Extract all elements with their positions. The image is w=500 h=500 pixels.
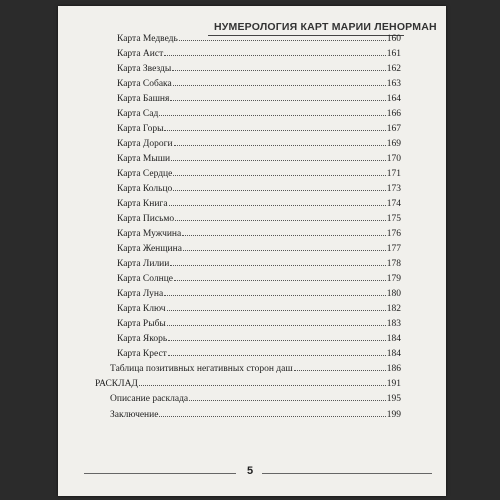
toc-leader — [294, 369, 386, 371]
toc-entry-title: Карта Медведь — [117, 34, 178, 44]
toc-entry-title: Карта Звезды — [117, 64, 172, 74]
toc-entry — [110, 390, 401, 404]
toc-entry-title: Карта Собака — [117, 79, 172, 89]
toc-entry-page: 199 — [386, 410, 401, 420]
toc-entry — [117, 300, 401, 314]
toc-entry-page: 161 — [386, 49, 401, 59]
toc-leader — [173, 84, 386, 86]
toc-entry-page: 184 — [386, 334, 401, 344]
toc-entry — [110, 360, 401, 374]
toc-entry — [117, 315, 401, 329]
toc-leader — [167, 309, 386, 311]
toc-leader — [169, 204, 386, 206]
toc-entry-title: Карта Книга — [117, 199, 168, 209]
toc-entry-title: Карта Якорь — [117, 334, 168, 344]
toc-entry-page: 183 — [386, 319, 401, 329]
toc-entry-page: 182 — [386, 304, 401, 314]
toc-entry — [117, 135, 401, 149]
toc-leader — [172, 69, 386, 71]
toc-entry — [117, 45, 401, 59]
toc-entry-page: 191 — [386, 379, 401, 389]
toc-entry-page: 195 — [386, 394, 401, 404]
toc-leader — [174, 144, 386, 146]
toc-entry — [117, 330, 401, 344]
toc-leader — [170, 264, 385, 266]
toc-entry — [117, 90, 401, 104]
toc-leader — [167, 324, 386, 326]
toc-entry-page: 178 — [386, 259, 401, 269]
footer-rule-right — [262, 473, 432, 474]
toc-leader — [179, 39, 386, 41]
toc-entry — [117, 210, 401, 224]
toc-entry-page: 173 — [386, 184, 401, 194]
toc-leader — [175, 219, 386, 221]
toc-entry-page: 170 — [386, 154, 401, 164]
toc-leader — [173, 189, 385, 191]
toc-entry — [117, 255, 401, 269]
page-footer — [0, 465, 500, 481]
toc-leader — [159, 415, 385, 417]
running-header-title: НУМЕРОЛОГИЯ КАРТ МАРИИ ЛЕНОРМАН — [214, 21, 437, 33]
toc-entry-title: Карта Мужчина — [117, 229, 182, 239]
toc-entry-title: Таблица позитивных негативных сторон даш — [110, 364, 293, 374]
toc-entry — [117, 105, 401, 119]
toc-entry-page: 164 — [386, 94, 401, 104]
toc-entry-title: Карта Лилии — [117, 259, 170, 269]
toc-entry-page: 162 — [386, 64, 401, 74]
toc-leader — [171, 159, 386, 161]
toc-entry — [117, 75, 401, 89]
toc-leader — [170, 99, 385, 101]
toc-entry — [117, 180, 401, 194]
toc-entry-title: Карта Кольцо — [117, 184, 173, 194]
toc-entry-page: 176 — [386, 229, 401, 239]
toc-entry-page: 180 — [386, 289, 401, 299]
toc-entry — [117, 120, 401, 134]
toc-leader — [183, 249, 386, 251]
toc-entry-title: Карта Луна — [117, 289, 164, 299]
toc-leader — [164, 54, 386, 56]
toc-entry — [110, 406, 401, 420]
toc-leader — [139, 384, 386, 386]
toc-entry — [117, 165, 401, 179]
toc-leader — [168, 354, 386, 356]
toc-entry-title: Карта Сердце — [117, 169, 173, 179]
toc-entry-page: 174 — [386, 199, 401, 209]
toc-entry-page: 184 — [386, 349, 401, 359]
toc-entry-page: 160 — [386, 34, 401, 44]
toc-leader — [189, 399, 386, 401]
toc-leader — [164, 294, 386, 296]
toc-entry-page: 166 — [386, 109, 401, 119]
toc-leader — [174, 279, 386, 281]
toc-entry — [117, 195, 401, 209]
toc-entry-title: Заключение — [110, 410, 159, 420]
toc-entry-title: Карта Рыбы — [117, 319, 166, 329]
toc-leader — [164, 129, 385, 131]
toc-leader — [159, 114, 385, 116]
toc-leader — [182, 234, 386, 236]
toc-entry-title: Карта Солнце — [117, 274, 173, 284]
toc-entry — [117, 225, 401, 239]
toc-entry-page: 163 — [386, 79, 401, 89]
toc-entry-title: Карта Мыши — [117, 154, 171, 164]
toc-entry-page: 186 — [386, 364, 401, 374]
toc-entry — [117, 285, 401, 299]
toc-entry-title: Карта Сад — [117, 109, 159, 119]
page-number: 5 — [246, 465, 254, 477]
toc-entry-page: 175 — [386, 214, 401, 224]
toc-entry — [117, 30, 401, 44]
toc-entry-title: Карта Аист — [117, 49, 164, 59]
toc-entry-title: Описание расклада — [110, 394, 189, 404]
toc-entry-title: РАСКЛАД — [95, 379, 138, 389]
toc-entry — [95, 375, 401, 389]
toc-leader — [173, 174, 385, 176]
toc-entry — [117, 270, 401, 284]
toc-entry — [117, 150, 401, 164]
toc-entry-page: 179 — [386, 274, 401, 284]
toc-entry-title: Карта Ключ — [117, 304, 166, 314]
toc-entry-title: Карта Дороги — [117, 139, 173, 149]
toc-entry-title: Карта Крест — [117, 349, 167, 359]
toc-leader — [168, 339, 386, 341]
toc-entry-page: 169 — [386, 139, 401, 149]
toc-entry-title: Карта Женщина — [117, 244, 182, 254]
toc-entry-page: 167 — [386, 124, 401, 134]
toc-entry — [117, 345, 401, 359]
toc-entry-page: 171 — [386, 169, 401, 179]
toc-entry-page: 177 — [386, 244, 401, 254]
toc-entry — [117, 240, 401, 254]
toc-entry-title: Карта Горы — [117, 124, 164, 134]
toc-entry — [117, 60, 401, 74]
toc-entry-title: Карта Письмо — [117, 214, 175, 224]
footer-rule-left — [84, 473, 236, 474]
toc-entry-title: Карта Башня — [117, 94, 170, 104]
